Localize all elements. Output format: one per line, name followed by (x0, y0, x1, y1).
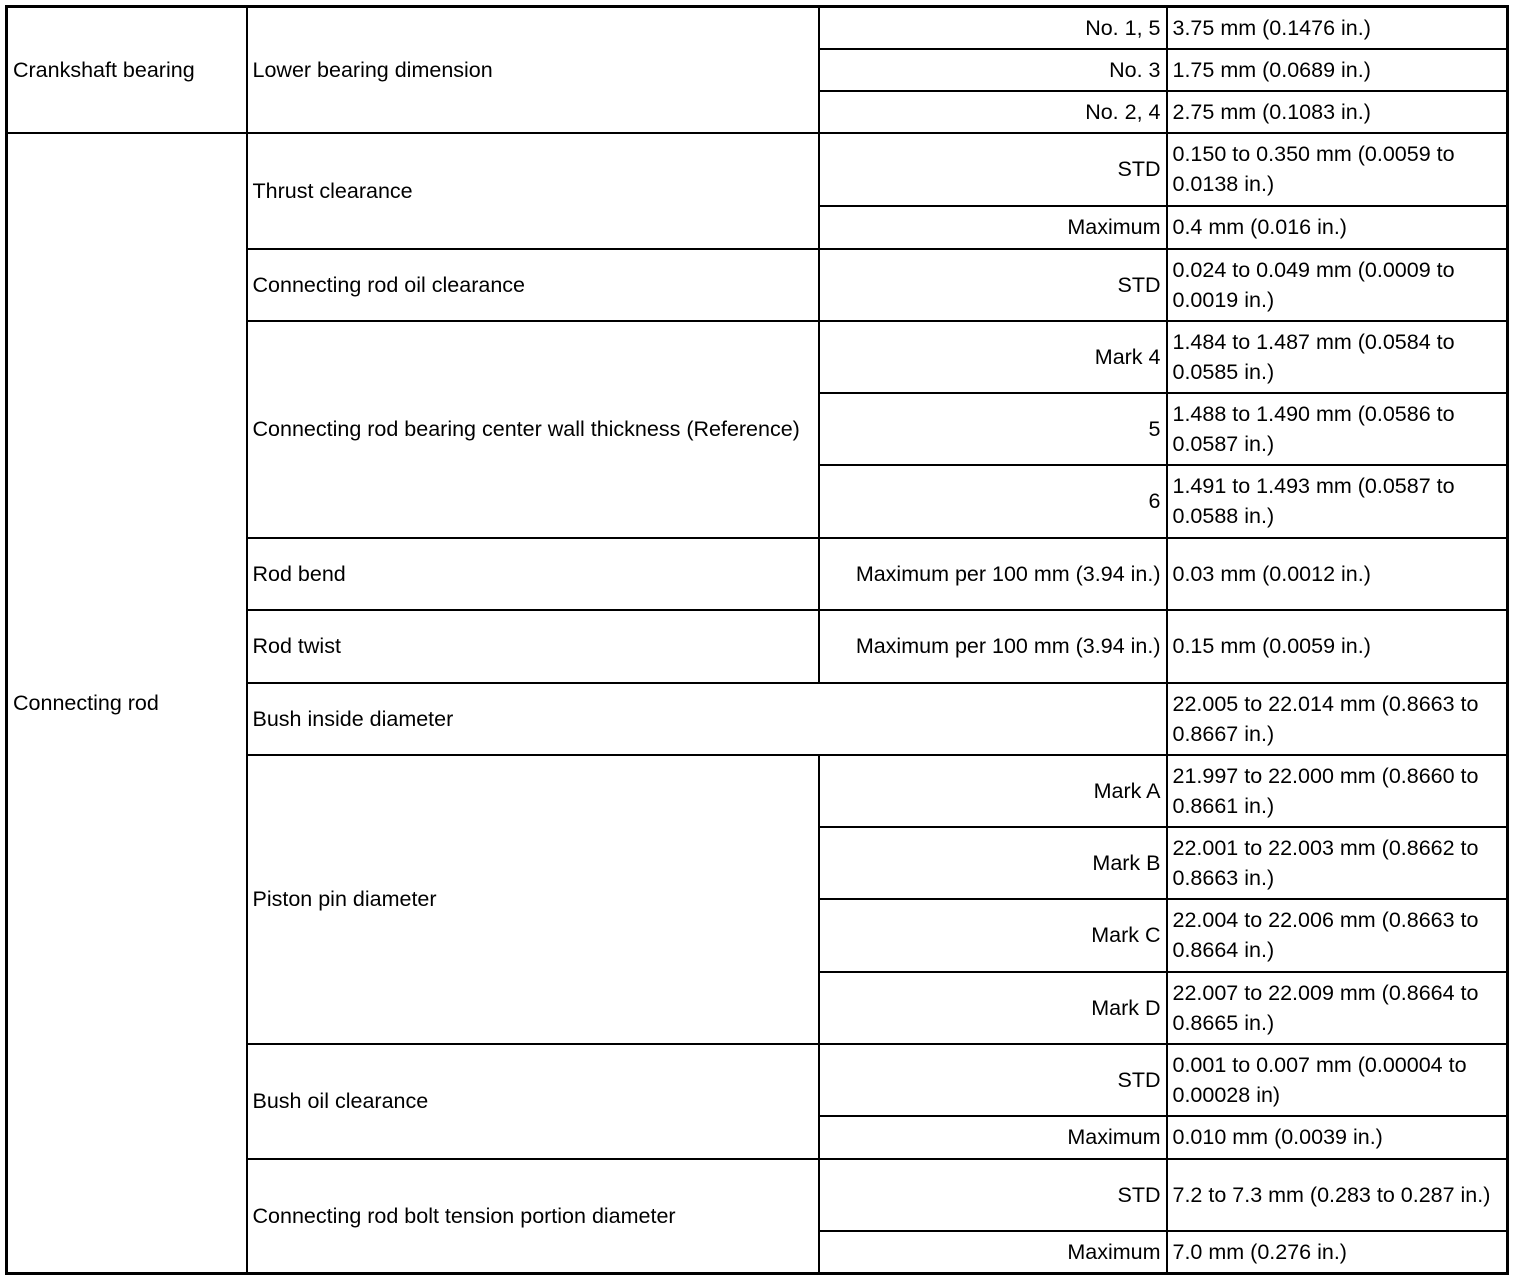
condition-cell: 5 (819, 393, 1167, 465)
item-label: Connecting rod oil clearance (247, 249, 819, 321)
value-cell: 2.75 mm (0.1083 in.) (1167, 91, 1508, 133)
condition-cell: Mark B (819, 827, 1167, 899)
condition-cell: STD (819, 249, 1167, 321)
value-cell: 7.0 mm (0.276 in.) (1167, 1231, 1508, 1274)
item-label: Bush inside diameter (247, 683, 1167, 755)
item-label: Connecting rod bearing center wall thickness (Reference) (247, 321, 819, 538)
value-cell: 1.488 to 1.490 mm (0.0586 to 0.0587 in.) (1167, 393, 1508, 465)
item-label: Rod bend (247, 538, 819, 610)
value-cell: 1.484 to 1.487 mm (0.0584 to 0.0585 in.) (1167, 321, 1508, 393)
condition-cell: Maximum per 100 mm (3.94 in.) (819, 538, 1167, 610)
value-cell: 0.150 to 0.350 mm (0.0059 to 0.0138 in.) (1167, 133, 1508, 206)
condition-cell: Mark 4 (819, 321, 1167, 393)
condition-cell: Maximum (819, 206, 1167, 249)
group-label: Crankshaft bearing (7, 7, 247, 133)
value-cell: 0.15 mm (0.0059 in.) (1167, 610, 1508, 683)
value-cell: 0.4 mm (0.016 in.) (1167, 206, 1508, 249)
value-cell: 1.491 to 1.493 mm (0.0587 to 0.0588 in.) (1167, 465, 1508, 538)
condition-cell: STD (819, 1044, 1167, 1116)
condition-cell: STD (819, 1159, 1167, 1231)
item-label: Piston pin diameter (247, 755, 819, 1044)
value-cell: 1.75 mm (0.0689 in.) (1167, 49, 1508, 91)
condition-cell: No. 1, 5 (819, 7, 1167, 49)
value-cell: 0.010 mm (0.0039 in.) (1167, 1116, 1508, 1159)
condition-cell: Mark A (819, 755, 1167, 827)
condition-cell: Maximum per 100 mm (3.94 in.) (819, 610, 1167, 683)
item-label: Connecting rod bolt tension portion diameter (247, 1159, 819, 1274)
condition-cell: Maximum (819, 1116, 1167, 1159)
value-cell: 22.001 to 22.003 mm (0.8662 to 0.8663 in.) (1167, 827, 1508, 899)
condition-cell: STD (819, 133, 1167, 206)
item-label: Bush oil clearance (247, 1044, 819, 1159)
value-cell: 22.007 to 22.009 mm (0.8664 to 0.8665 in.) (1167, 972, 1508, 1044)
condition-cell: 6 (819, 465, 1167, 538)
item-label: Lower bearing dimension (247, 7, 819, 133)
value-cell: 21.997 to 22.000 mm (0.8660 to 0.8661 in.) (1167, 755, 1508, 827)
value-cell: 0.024 to 0.049 mm (0.0009 to 0.0019 in.) (1167, 249, 1508, 321)
table-row (7, 133, 1508, 206)
condition-cell: No. 2, 4 (819, 91, 1167, 133)
condition-cell: Mark C (819, 899, 1167, 972)
condition-cell: Maximum (819, 1231, 1167, 1274)
value-cell: 0.001 to 0.007 mm (0.00004 to 0.00028 in) (1167, 1044, 1508, 1116)
item-label: Rod twist (247, 610, 819, 683)
value-cell: 0.03 mm (0.0012 in.) (1167, 538, 1508, 610)
value-cell: 22.004 to 22.006 mm (0.8663 to 0.8664 in.) (1167, 899, 1508, 972)
condition-cell: Mark D (819, 972, 1167, 1044)
item-label: Thrust clearance (247, 133, 819, 249)
value-cell: 3.75 mm (0.1476 in.) (1167, 7, 1508, 49)
value-cell: 22.005 to 22.014 mm (0.8663 to 0.8667 in.) (1167, 683, 1508, 755)
table-row (7, 7, 1508, 49)
condition-cell: No. 3 (819, 49, 1167, 91)
group-label: Connecting rod (7, 133, 247, 1274)
specifications-table (5, 5, 1509, 1275)
value-cell: 7.2 to 7.3 mm (0.283 to 0.287 in.) (1167, 1159, 1508, 1231)
